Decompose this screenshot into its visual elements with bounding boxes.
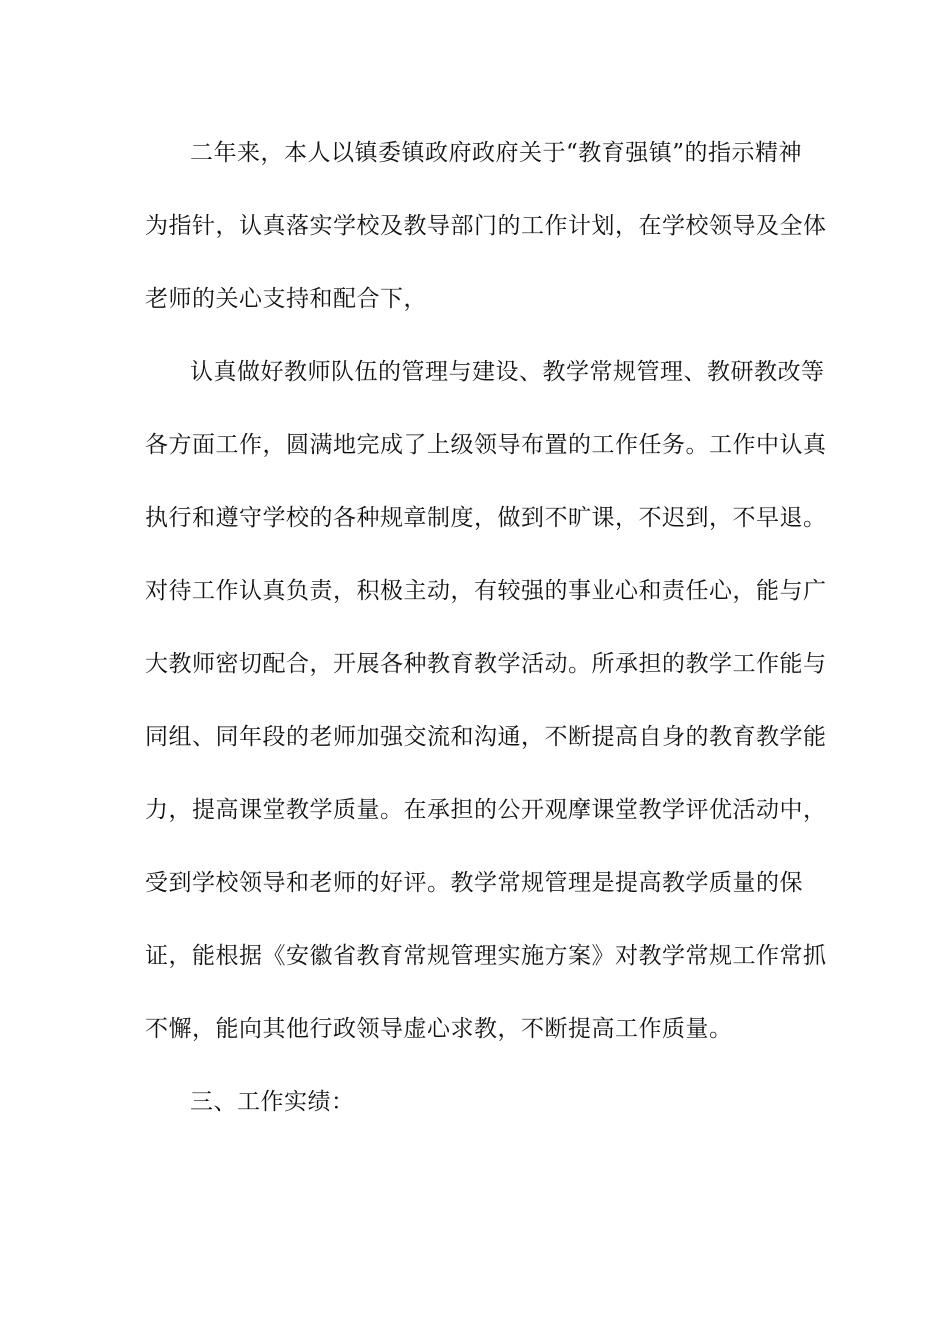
section-heading: 三、工作实绩： xyxy=(190,1089,355,1115)
paragraph-line: 对待工作认真负责，积极主动，有较强的事业心和责任心，能与广 xyxy=(145,578,827,604)
paragraph-line: 大教师密切配合，开展各种教育教学活动。所承担的教学工作能与 xyxy=(145,651,827,677)
paragraph-line: 力，提高课堂教学质量。在承担的公开观摩课堂教学评优活动中， xyxy=(145,797,827,823)
paragraph-line: 认真做好教师队伍的管理与建设、教学常规管理、教研教改等 xyxy=(190,359,825,385)
paragraph-line: 二年来，本人以镇委镇政府政府关于“教育强镇”的指示精神 xyxy=(190,140,803,166)
paragraph-line: 同组、同年段的老师加强交流和沟通，不断提高自身的教育教学能 xyxy=(145,724,827,750)
paragraph-line: 不懈，能向其他行政领导虚心求教，不断提高工作质量。 xyxy=(145,1016,733,1042)
paragraph-line: 证，能根据《安徽省教育常规管理实施方案》对教学常规工作常抓 xyxy=(145,943,827,969)
paragraph-line: 执行和遵守学校的各种规章制度，做到不旷课，不迟到，不早退。 xyxy=(145,505,827,531)
paragraph-line: 各方面工作，圆满地完成了上级领导布置的工作任务。工作中认真 xyxy=(145,432,827,458)
paragraph-line: 受到学校领导和老师的好评。教学常规管理是提高教学质量的保 xyxy=(145,870,803,896)
paragraph-line: 为指针，认真落实学校及教导部门的工作计划，在学校领导及全体 xyxy=(145,213,827,239)
paragraph-line: 老师的关心支持和配合下， xyxy=(145,286,427,312)
